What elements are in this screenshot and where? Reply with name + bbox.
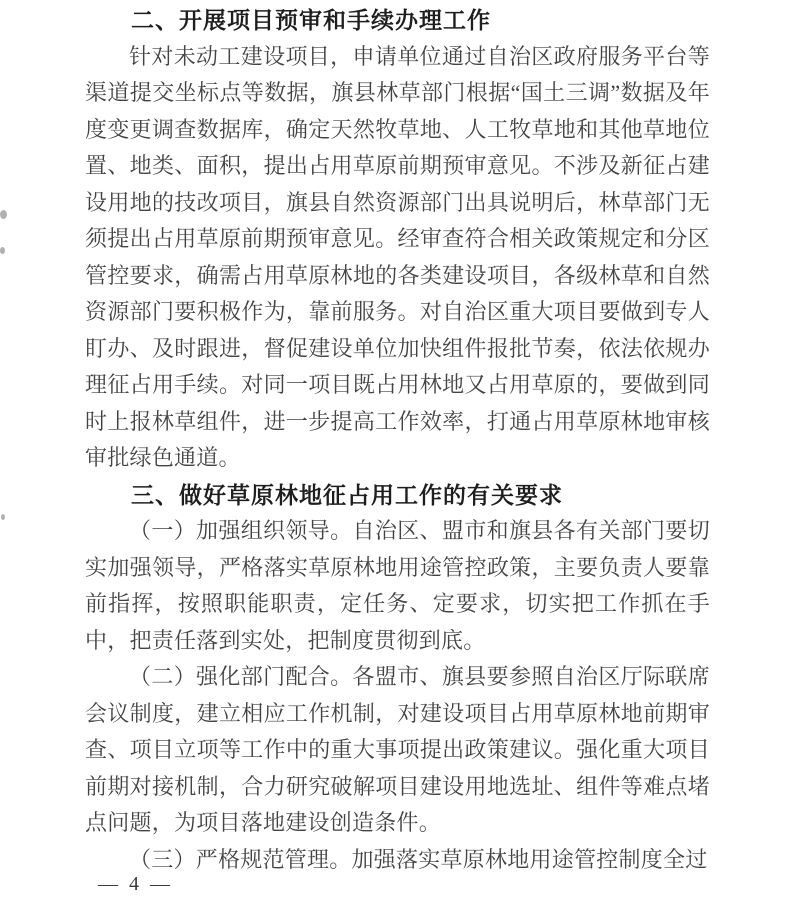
paragraph-department-coordination: （二）强化部门配合。各盟市、旗县要参照自治区厅际联席会议制度，建立相应工作机制，对建设项目占用草原林地前期审查、项目立项等工作中的重大事项提出政策建议。强化重大项目前期对接机制，合力研究破解项目建设用地选址、组件等难点堵点问题，为项目落地建设创造条件。 [85, 664, 710, 835]
scan-artifact [0, 210, 7, 219]
section-heading-requisition-requirements: 三、做好草原林地征占用工作的有关要求 [131, 481, 563, 508]
paragraph-strengthen-leadership: （一）加强组织领导。自治区、盟市和旗县各有关部门要切实加强领导，严格落实草原林地用途管控政策，主要负责人要靠前指挥，按照职能职责，定任务、定要求，切实把工作抓在手中，把责任落到实处，把制度贯彻到底。 [85, 518, 710, 653]
paragraph-strict-management-truncated: （三）严格规范管理。加强落实草原林地用途管控制度全过 [129, 846, 708, 872]
section-heading-project-review: 二、开展项目预审和手续办理工作 [131, 7, 491, 33]
scan-artifact [1, 514, 5, 520]
paragraph-preliminary-review-process: 针对未动工建设项目，申请单位通过自治区政府服务平台等渠道提交坐标点等数据，旗县林草部门根据“国土三调”数据及年度变更调查数据库，确定天然牧草地、人工牧草地和其他草地位置、地类、面积，提出占用草原前期预审意见。不涉及新征占建设用地的技改项目，旗县自然资源部门出具说明后，林草部门无须提出占用草原前期预审意见。经审查符合相关政策规定和分区管控要求，确需占用草原林地的各类建设项目，各级林草和自然资源部门要积极作为，靠前服务。对自治区重大项目要做到专人盯办、及时跟进，督促建设单位加快组件报批节奏，依法依规办理征占用手续。对同一项目既占用林地又占用草原的，要做到同时上报林草组件，进一步提高工作效率，打通占用草原林地审核审批绿色通道。 [85, 43, 710, 470]
scan-artifact [0, 247, 5, 254]
page-number: — 4 — [98, 873, 173, 895]
document-body [85, 2, 710, 878]
